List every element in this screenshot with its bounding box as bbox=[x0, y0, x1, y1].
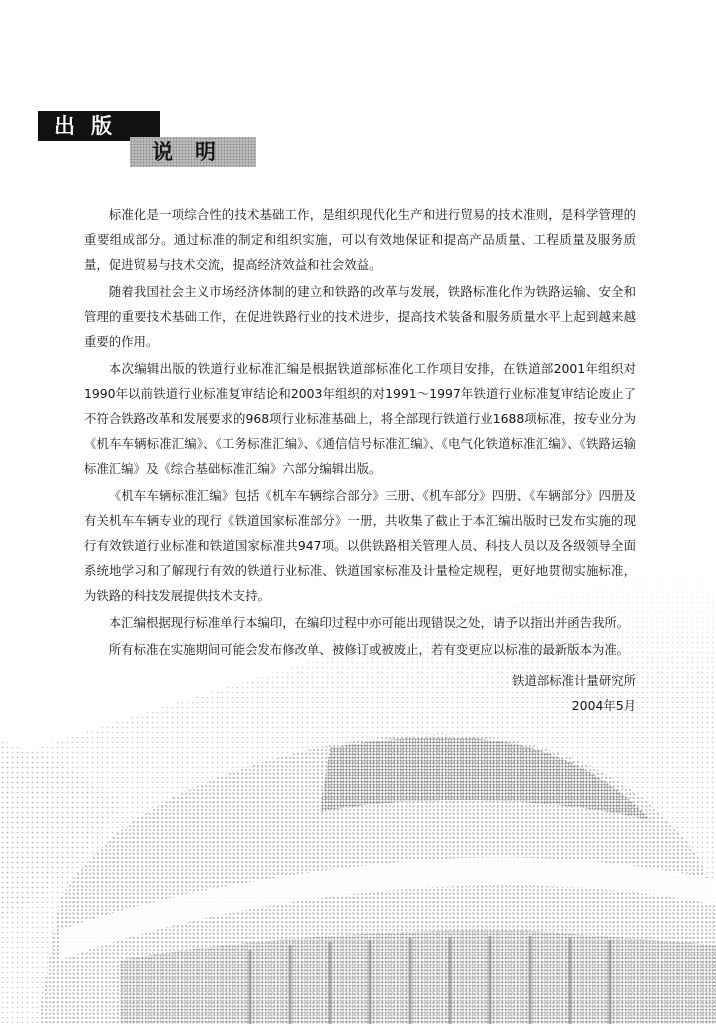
signature-date: 2004年5月 bbox=[571, 698, 636, 713]
paragraph-4: 《机车车辆标准汇编》包括《机车车辆综合部分》三册、《机车部分》四册、《车辆部分》四册及有关机车车辆专业的现行《铁道国家标准部分》一册，共收集了截止于本汇编出版时已发布实施的现行有效铁道行业标准和铁道国家标准共947项。以供铁路相关管理人员、科技人员以及各级领导全面系统地学习和了解现行有效的铁道行业标准、铁道国家标准及计量检定规程，更好地贯彻实施标准，为铁路的科技发展提供技术支持。 bbox=[84, 488, 636, 603]
paragraph-1: 标准化是一项综合性的技术基础工作，是组织现代化生产和进行贸易的技术准则，是科学管理的重要组成部分。通过标准的制定和组织实施，可以有效地保证和提高产品质量、工程质量及服务质量，促进贸易与技术交流，提高经济效益和社会效益。 bbox=[84, 207, 636, 272]
signature-organization: 铁道部标准计量研究所 bbox=[512, 673, 636, 688]
paragraph-6: 所有标准在实施期间可能会发布修改单、被修订或被废止，若有变更应以标准的最新版本为准。 bbox=[108, 642, 630, 657]
paragraph-2: 随着我国社会主义市场经济体制的建立和铁路的改革与发展，铁路标准化作为铁路运输、安全和管理的重要技术基础工作，在促进铁路行业的技术进步，提高技术装备和服务质量水平上起到越来越重要的作用。 bbox=[84, 284, 636, 349]
preface-body bbox=[84, 202, 636, 718]
heading-line-1: 出版 bbox=[38, 111, 160, 141]
heading-line-2: 说明 bbox=[130, 137, 256, 167]
paragraph-3: 本次编辑出版的铁道行业标准汇编是根据铁道部标准化工作项目安排，在铁道部2001年组织对1990年以前铁道行业标准复审结论和2003年组织的对1991～1997年铁道行业标准复审结论废止了不符合铁路改革和发展要求的968项行业标准基础上，将全部现行铁道行业1688项标准，按专业分为《机车车辆标准汇编》、《工务标准汇编》、《通信信号标准汇编》、《电气化铁道标准汇编》、《铁路运输标准汇编》及《综合基础标准汇编》六部分编辑出版。 bbox=[84, 361, 636, 476]
paragraph-5: 本汇编根据现行标准单行本编印，在编印过程中亦可能出现错误之处，请予以指出并函告我所。 bbox=[108, 615, 630, 630]
